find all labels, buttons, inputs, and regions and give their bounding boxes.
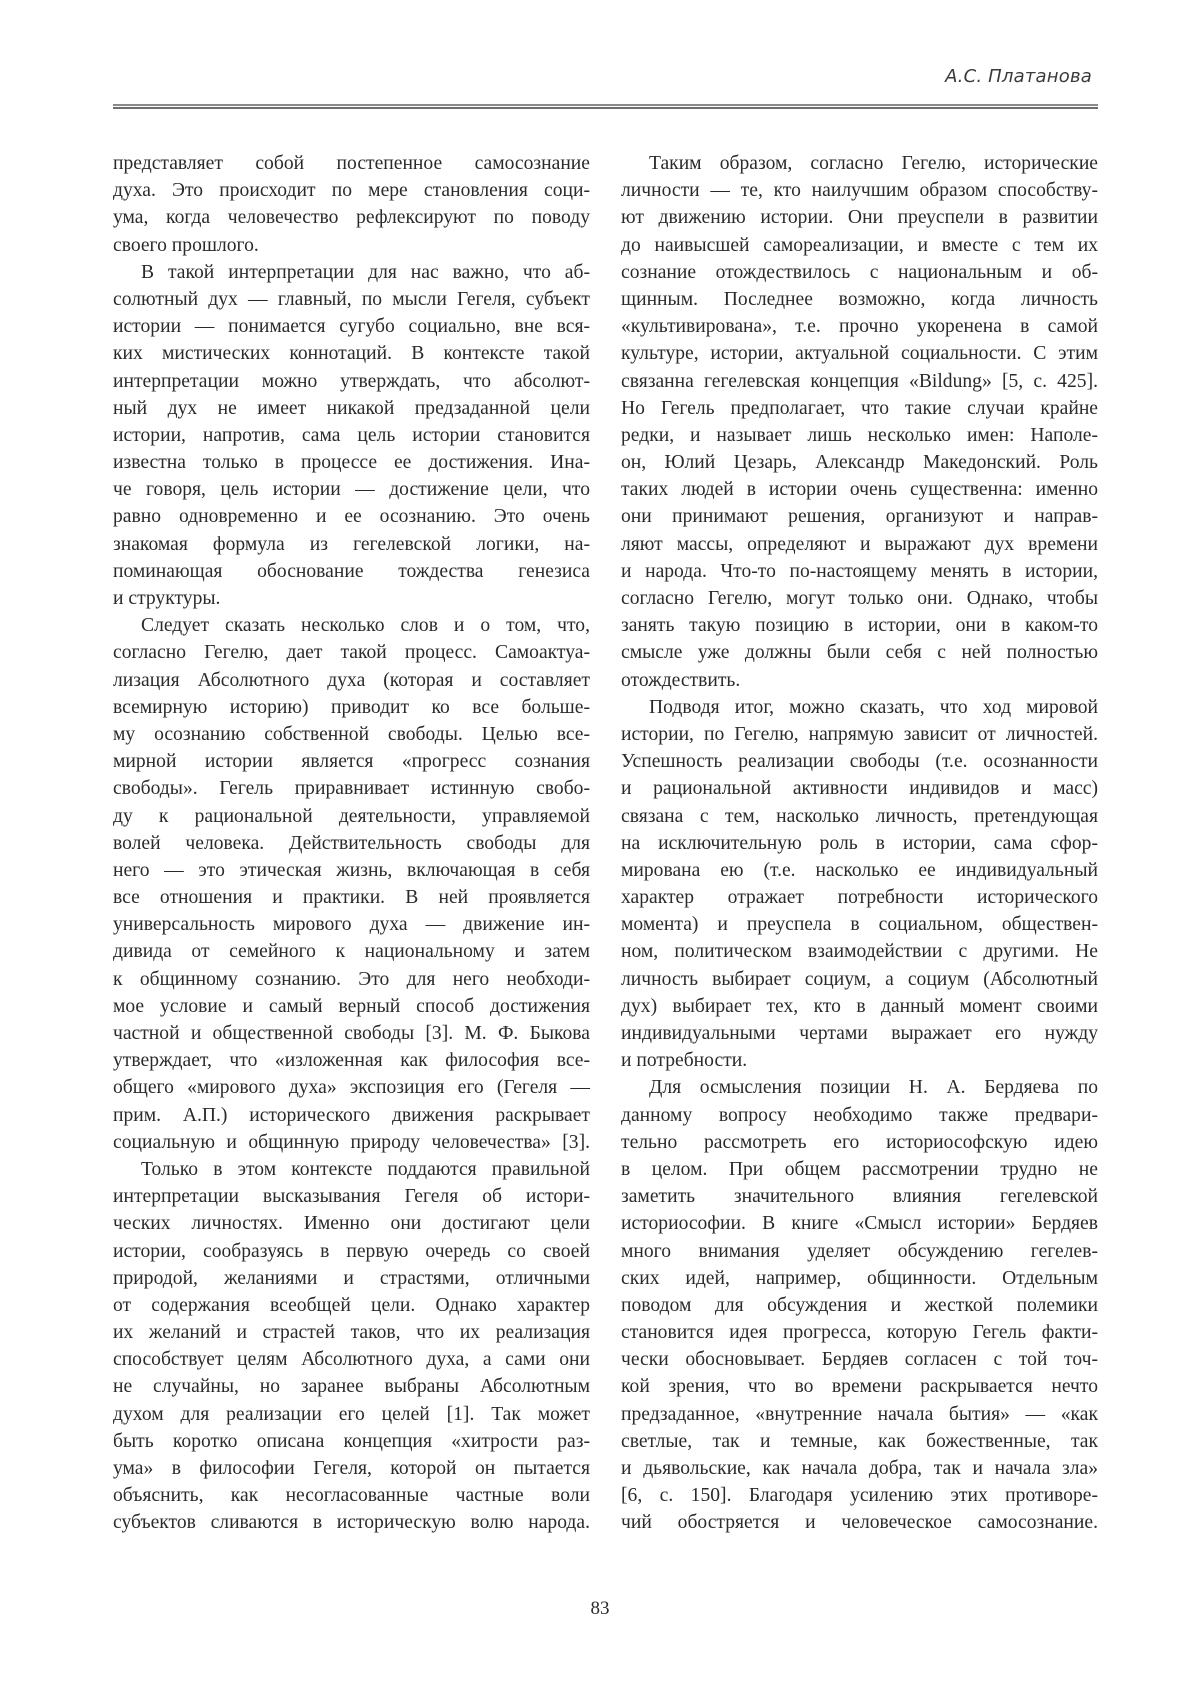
text-line: духа. Это происходит по мере становления соци- xyxy=(113,180,590,202)
text-line: предзаданное, «внутренние начала бытия» — «как xyxy=(621,1403,1098,1425)
text-line: волей человека. Действительность свободы для xyxy=(113,832,590,854)
text-line: [6, с. 150]. Благодаря усилению этих противоре- xyxy=(621,1485,1098,1507)
text-line: историософии. В книге «Смысл истории» Бердяев xyxy=(621,1213,1098,1235)
text-line: субъектов сливаются в историческую волю народа. xyxy=(113,1512,590,1534)
text-line: связана с тем, насколько личность, претендующая xyxy=(621,805,1098,827)
text-line: истории — понимается сугубо социально, вне вся- xyxy=(113,316,590,338)
text-line: смысле уже должны были себя с ней полностью xyxy=(621,642,1098,664)
text-line: кой зрения, что во времени раскрывается нечто xyxy=(621,1376,1098,1398)
text-line: известна только в процессе ее достижения. Ина- xyxy=(113,452,590,474)
text-line: Успешность реализации свободы (т.е. осознанности xyxy=(621,751,1098,773)
text-line: к общинному сознанию. Это для него необходи- xyxy=(113,968,590,990)
text-line: свободы». Гегель приравнивает истинную свобо- xyxy=(113,778,590,800)
text-line: Следует сказать несколько слов и о том, что, xyxy=(141,615,590,637)
text-line: частной и общественной свободы [3]. М. Ф. Быкова xyxy=(113,1023,590,1044)
text-line: дивида от семейного к национальному и затем xyxy=(113,941,590,963)
text-line: всемирную историю) приводит ко все больше- xyxy=(113,696,590,718)
text-line: щинным. Последнее возможно, когда личность xyxy=(621,288,1098,310)
text-line: до наивысшей самореализации, и вместе с тем их xyxy=(621,234,1098,256)
text-line: ют движению истории. Они преуспели в развитии xyxy=(621,207,1098,229)
text-line: и дьявольские, как начала добра, так и начала зла» xyxy=(621,1458,1098,1479)
text-line: «культивирована», т.е. прочно укоренена в самой xyxy=(621,316,1098,338)
text-line: утверждает, что «изложенная как философия все- xyxy=(113,1050,590,1072)
text-line: своего прошлого. xyxy=(113,234,259,256)
text-line: Но Гегель предполагает, что такие случаи крайне xyxy=(621,397,1098,419)
text-line: него — это этическая жизнь, включающая в себя xyxy=(113,859,590,881)
text-line: ный дух не имеет никакой предзаданной цели xyxy=(113,397,590,419)
text-column-right xyxy=(621,150,1098,1537)
text-line: чий обостряется и человеческое самосознание. xyxy=(621,1512,1098,1534)
text-line: знакомая формула из гегелевской логики, на- xyxy=(113,533,590,555)
text-line: они принимают решения, организуют и направ- xyxy=(621,506,1098,528)
text-line: ких мистических коннотаций. В контексте такой xyxy=(113,343,590,365)
text-line: момента) и преуспела в социальном, обществен- xyxy=(621,914,1098,936)
text-line: ских идей, например, общинности. Отдельным xyxy=(621,1267,1098,1289)
text-line: личности — те, кто наилучшим образом способству- xyxy=(621,180,1098,202)
text-line: Таким образом, согласно Гегелю, исторические xyxy=(649,153,1098,174)
text-line: лизация Абсолютного духа (которая и составляет xyxy=(113,669,590,691)
text-line: мирована ею (т.е. насколько ее индивидуальный xyxy=(621,859,1098,881)
text-line: способствует целям Абсолютного духа, а сами они xyxy=(113,1349,590,1371)
text-line: их желаний и страстей таков, что их реализация xyxy=(113,1322,590,1344)
text-line: индивидуальными чертами выражает его нужду xyxy=(621,1023,1098,1044)
text-line: истории, напротив, сама цель истории становится xyxy=(113,424,590,446)
text-line: универсальность мирового духа — движение ин- xyxy=(113,914,590,936)
text-line: и рациональной активности индивидов и масс) xyxy=(621,778,1098,800)
text-line: ческих личностях. Именно они достигают цели xyxy=(113,1213,590,1235)
text-line: данному вопросу необходимо также предвари- xyxy=(621,1104,1098,1126)
text-line: социальную и общинную природу человечества» [3]. xyxy=(113,1131,590,1153)
text-line: В такой интерпретации для нас важно, что аб- xyxy=(141,261,590,283)
text-line: духом для реализации его целей [1]. Так может xyxy=(113,1403,590,1425)
running-head-author: А.С. Платанова xyxy=(945,66,1092,87)
text-line: ума, когда человечество рефлексируют по поводу xyxy=(113,207,590,229)
text-line: общего «мирового духа» экспозиция его (Гегеля — xyxy=(113,1077,590,1099)
text-line: согласно Гегелю, дает такой процесс. Самоактуа- xyxy=(113,642,590,664)
text-line: интерпретации можно утверждать, что абсолют- xyxy=(113,370,590,392)
text-line: культуре, истории, актуальной социальности. С этим xyxy=(621,343,1098,365)
text-line: заметить значительного влияния гегелевской xyxy=(621,1186,1098,1208)
text-line: му осознанию собственной свободы. Целью все- xyxy=(113,723,590,745)
text-line: согласно Гегелю, могут только они. Однако, чтобы xyxy=(621,588,1098,609)
text-line: мирной истории является «прогресс сознания xyxy=(113,751,590,773)
header-rule-line xyxy=(113,107,1098,109)
text-line: мое условие и самый верный способ достижения xyxy=(113,995,590,1017)
text-line: отождествить. xyxy=(621,669,741,691)
header-rule-line xyxy=(113,104,1098,106)
text-line: истории, сообразуясь в первую очередь со своей xyxy=(113,1240,590,1262)
text-line: и народа. Что-то по-настоящему менять в истории, xyxy=(621,560,1098,582)
text-line: интерпретации высказывания Гегеля об истори- xyxy=(113,1186,590,1208)
text-line: сознание отождествилось с национальным и об- xyxy=(621,261,1098,283)
text-line: личность выбирает социум, а социум (Абсолютный xyxy=(621,968,1098,990)
text-line: дух) выбирает тех, кто в данный момент своими xyxy=(621,995,1098,1017)
text-line: Подводя итог, можно сказать, что ход мировой xyxy=(649,696,1098,718)
text-line: истории, по Гегелю, напрямую зависит от личностей. xyxy=(621,723,1098,745)
text-line: характер отражает потребности исторического xyxy=(621,887,1098,909)
text-line: солютный дух — главный, по мысли Гегеля, субъект xyxy=(113,288,590,310)
text-line: прим. А.П.) исторического движения раскрывает xyxy=(113,1104,590,1126)
text-line: че говоря, цель истории — достижение цели, что xyxy=(113,479,590,501)
text-line: ном, политическом взаимодействии с другими. Не xyxy=(621,941,1098,963)
text-line: поминающая обоснование тождества генезиса xyxy=(113,560,590,582)
text-line: таких людей в истории очень существенна: именно xyxy=(621,479,1098,501)
text-line: равно одновременно и ее осознанию. Это очень xyxy=(113,506,590,528)
text-line: объяснить, как несогласованные частные воли xyxy=(113,1485,590,1507)
text-line: чески обосновывает. Бердяев согласен с той точ- xyxy=(621,1349,1098,1371)
header-rule xyxy=(113,104,1098,109)
text-line: быть коротко описана концепция «хитрости раз- xyxy=(113,1430,590,1452)
text-line: поводом для обсуждения и жесткой полемики xyxy=(621,1294,1098,1316)
text-line: ума» в философии Гегеля, которой он пытается xyxy=(113,1458,590,1479)
text-line: природой, желаниями и страстями, отличными xyxy=(113,1267,590,1289)
text-line: все отношения и практики. В ней проявляется xyxy=(113,887,590,909)
text-line: светлые, так и темные, как божественные, так xyxy=(621,1430,1098,1452)
text-line: тельно рассмотреть его историософскую идею xyxy=(621,1131,1098,1153)
text-line: на исключительную роль в истории, сама сфор- xyxy=(621,832,1098,854)
text-line: связанна гегелевская концепция «Bildung» [5, с. 425]. xyxy=(621,370,1098,392)
text-line: ду к рациональной деятельности, управляемой xyxy=(113,805,590,827)
text-line: в целом. При общем рассмотрении трудно не xyxy=(621,1158,1098,1180)
text-line: и потребности. xyxy=(621,1050,748,1072)
text-line: много внимания уделяет обсуждению гегелев- xyxy=(621,1240,1098,1262)
text-line: от содержания всеобщей цели. Однако характер xyxy=(113,1294,590,1316)
text-line: и структуры. xyxy=(113,588,221,609)
text-line: Для осмысления позиции Н. А. Бердяева по xyxy=(649,1077,1098,1099)
text-line: Только в этом контексте поддаются правильной xyxy=(141,1158,590,1180)
text-line: становится идея прогресса, которую Гегель факти- xyxy=(621,1322,1098,1344)
text-line: ляют массы, определяют и выражают дух времени xyxy=(621,533,1098,555)
text-column-left xyxy=(113,150,590,1537)
text-line: не случайны, но заранее выбраны Абсолютным xyxy=(113,1376,590,1398)
text-line: занять такую позицию в истории, они в каком-то xyxy=(621,615,1098,637)
text-line: он, Юлий Цезарь, Александр Македонский. Роль xyxy=(621,452,1098,474)
text-line: представляет собой постепенное самосознание xyxy=(113,153,590,174)
page-number: 83 xyxy=(590,1598,610,1619)
text-line: редки, и называет лишь несколько имен: Наполе- xyxy=(621,424,1098,446)
